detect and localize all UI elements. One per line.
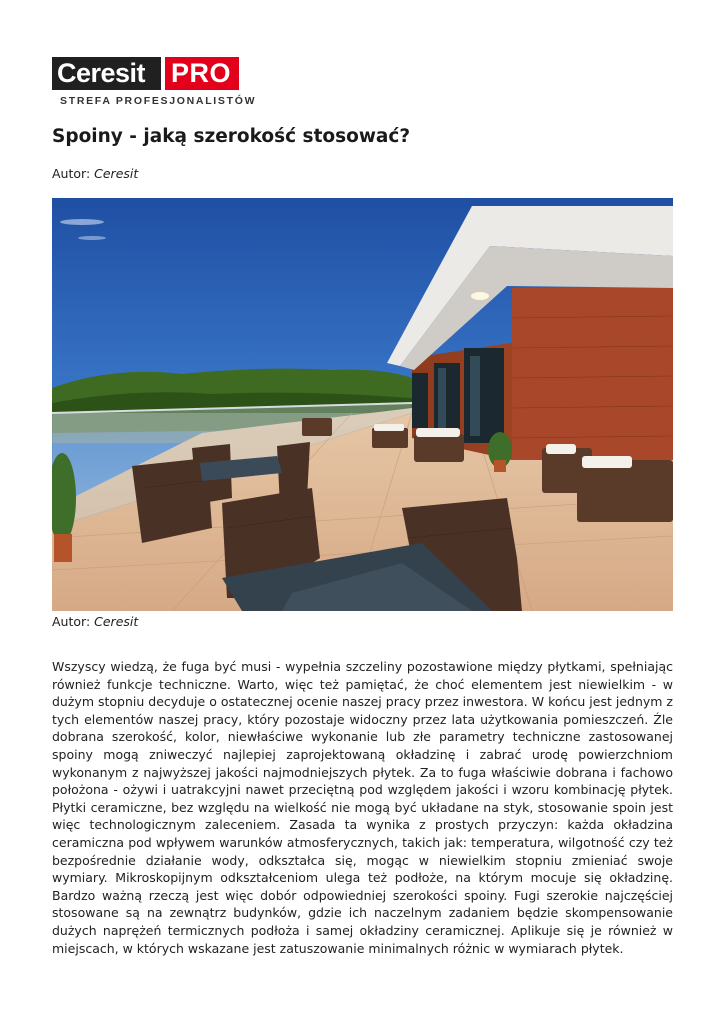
article-author bbox=[52, 166, 138, 181]
author-name: Ceresit bbox=[94, 166, 139, 181]
photo-credit-name: Ceresit bbox=[94, 614, 139, 629]
photo-credit-label: Autor: bbox=[52, 614, 91, 629]
logo-tagline: STREFA PROFESJONALISTÓW bbox=[60, 95, 257, 107]
article-body: Wszyscy wiedzą, że fuga być musi - wypełnia szczeliny pozostawione między płytkami, spełniając również funkcje techniczne. Warto, więc też pamiętać, że choć elementem jest niewielkim - w dużym stopniu decyduje o ostatecznej ocenie naszej pracy przez inwestora. W końcu jest jednym z tych elementów naszej pracy, który pozostaje widoczny przez lata użytkowania pomieszczeń. Źle dobrana szerokość, kolor, niewłaściwe wykonanie lub złe parametry techniczne zastosowanej spoiny mogą zniweczyć najlepiej zaprojektowaną okładzinę i zabrać urodę powierzchniom wykonanym z najwyższej jakości najmodniejszych płytek. Za to fuga właściwie dobrana i fachowo położona - ożywi i uatrakcyjni nawet przeciętną pod względem jakości i wzoru kombinację płytek. Płytki ceramiczne, bez względu na wielkość nie mogą być układane na styk, stosowanie spoin jest więc technologicznym zaleceniem. Zasada ta wynika z prostych przyczyn: każda okładzina ceramiczna pod wpływem warunków atmosferycznych, takich jak: temperatura, wilgotność czy też bezpośrednie działanie wody, odkształca się, mogąc w niewielkim stopniu zmieniać swoje wymiary. Mikroskopijnym odkształceniom ulega też podłoże, na którym mocuje się okładzinę. Bardzo ważną rzeczą jest więc dobór odpowiedniej szerokości spoiny. Fugi szerokie najczęściej stosowane są na zewnątrz budynków, gdzie ich naczelnym zadaniem będzie skompensowanie dużych naprężeń termicznych podłoża i samej okładziny ceramicznej. Aplikuje się je również w miejscach, w których wskazane jest zatuszowanie minimalnych różnic w wymiarach płytek. bbox=[52, 659, 673, 956]
page-title: Spoiny - jaką szerokość stosować? bbox=[52, 126, 411, 147]
author-label: Autor: bbox=[52, 166, 91, 181]
photo-credit bbox=[52, 614, 138, 629]
ceresit-pro-logo bbox=[52, 57, 257, 109]
logo-badge: PRO bbox=[165, 57, 239, 90]
terrace-photo bbox=[52, 198, 673, 611]
logo-brand: Ceresit bbox=[52, 57, 161, 90]
